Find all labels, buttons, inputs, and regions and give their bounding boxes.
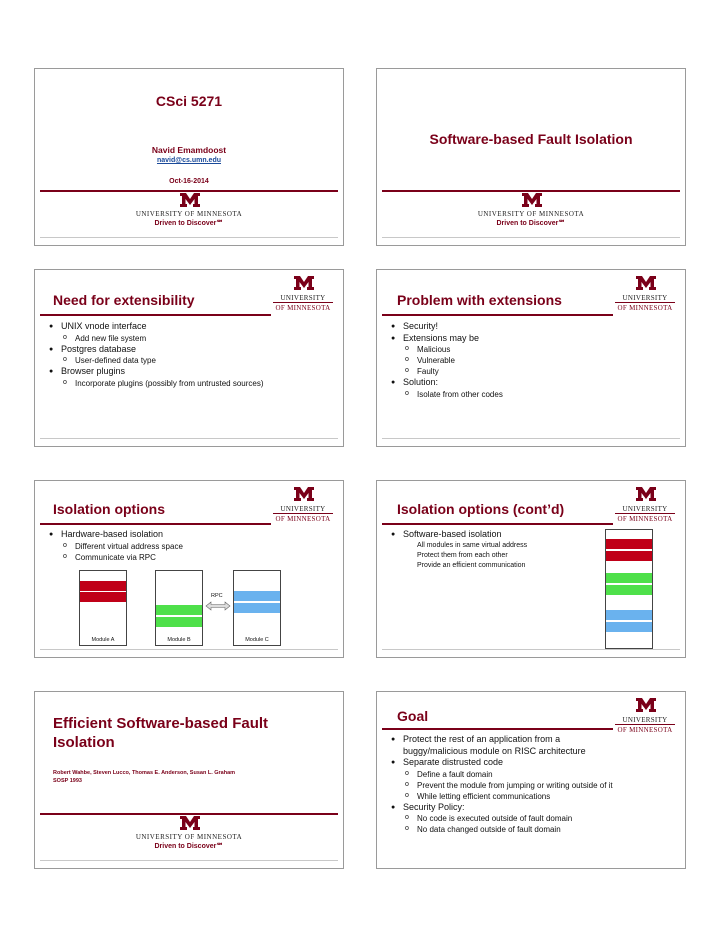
slide-8 (376, 691, 686, 869)
bullet-list (389, 321, 679, 400)
bullet-item: ● Security! (389, 321, 679, 333)
sub-bullet-item: o Vulnerable (389, 355, 679, 366)
slide-6 (376, 480, 686, 658)
slide-title: Problem with extensions (397, 292, 562, 308)
module-label: Module C (245, 637, 269, 643)
university-wordmark: UNIVERSITY OF MINNESOTA Driven to Discover℠ (135, 210, 243, 227)
module-b-box (155, 570, 203, 646)
university-m-icon (179, 193, 201, 207)
sub-bullet-item: o Define a fault domain (389, 769, 621, 780)
memory-region (156, 605, 202, 615)
bullet-item: ● Postgres database (47, 344, 337, 356)
university-corner-logo: UNIVERSITY OF MINNESOTA (615, 294, 675, 312)
slide-7 (34, 691, 344, 869)
university-corner-logo: UNIVERSITY OF MINNESOTA (273, 505, 333, 523)
slide-title: CSci 5271 (155, 93, 223, 109)
footer-line (382, 649, 680, 650)
university-m-icon (521, 193, 543, 207)
text-line: All modules in same virtual address (417, 541, 528, 549)
presentation-date: Oct-16-2014 (169, 178, 209, 185)
university-m-icon (635, 698, 657, 712)
module-a-box (79, 570, 127, 646)
author-name: Navid Emamdoost (151, 145, 227, 155)
university-wordmark: UNIVERSITY OF MINNESOTA Driven to Discover℠ (477, 210, 585, 227)
rpc-arrow-icon (205, 601, 231, 611)
memory-region (80, 592, 126, 602)
slide-title: Isolation options (cont’d) (397, 501, 565, 517)
memory-region (234, 603, 280, 613)
shared-address-space-box (605, 529, 653, 649)
memory-region (156, 617, 202, 627)
module-label: Module A (91, 637, 115, 643)
slide-5 (34, 480, 344, 658)
bullet-list (389, 529, 599, 571)
module-label: Module B (167, 637, 191, 643)
sub-bullet-item: o Malicious (389, 344, 679, 355)
bullet-item: ● Hardware-based isolation (47, 529, 287, 541)
divider (382, 190, 680, 192)
university-wordmark: UNIVERSITY OF MINNESOTA Driven to Discover℠ (135, 833, 243, 850)
divider (40, 190, 338, 192)
university-m-icon (635, 487, 657, 501)
bullet-item: ● Browser plugins (47, 366, 337, 378)
sub-bullet-item: o While letting efficient communications (389, 791, 621, 802)
bullet-item: ● Extensions may be (389, 333, 679, 345)
title-divider (382, 523, 613, 525)
bullet-item: ● UNIX vnode interface (47, 321, 337, 333)
university-m-icon (293, 487, 315, 501)
memory-region (234, 591, 280, 601)
slide-4 (376, 269, 686, 447)
slide-3 (34, 269, 344, 447)
paper-authors: Robert Wahbe, Steven Lucco, Thomas E. Anderson, Susan L. Graham (53, 770, 236, 776)
bullet-list (47, 529, 287, 563)
sub-bullet-item: o Isolate from other codes (389, 389, 679, 400)
slide-1 (34, 68, 344, 246)
sub-bullet-item: o No data changed outside of fault domain (389, 824, 621, 835)
title-divider (382, 728, 613, 730)
title-divider (40, 523, 271, 525)
rpc-label: RPC (211, 593, 223, 599)
university-m-icon (635, 276, 657, 290)
sub-bullet-item: o No code is executed outside of fault domain (389, 813, 621, 824)
bullet-list (47, 321, 337, 389)
sub-bullet-item: o Add new file system (47, 333, 337, 344)
slide-title: Goal (397, 708, 429, 724)
module-c-box (233, 570, 281, 646)
text-line: Provide an efficient communication (417, 561, 526, 569)
sub-bullet-item: o Prevent the module from jumping or writing outside of it (389, 780, 621, 791)
bullet-item: ● Protect the rest of an application from a buggy/malicious module on RISC architecture (389, 734, 621, 757)
university-corner-logo: UNIVERSITY OF MINNESOTA (615, 505, 675, 523)
sub-bullet-item: o Communicate via RPC (47, 552, 287, 563)
title-divider (40, 314, 271, 316)
bullet-item: ● Software-based isolation (389, 529, 599, 541)
footer-line (40, 649, 338, 650)
bullet-list (389, 734, 621, 835)
footer-line (382, 438, 680, 439)
author-email[interactable]: navid@cs.umn.edu (156, 157, 221, 164)
sub-bullet-item: o Different virtual address space (47, 541, 287, 552)
memory-region (606, 585, 652, 595)
memory-region (606, 539, 652, 549)
slide-title: Isolation options (53, 501, 165, 517)
slide-title: Software-based Fault Isolation (429, 131, 633, 147)
slide-title: Need for extensibility (53, 292, 195, 308)
text-line: Protect them from each other (417, 551, 508, 559)
divider (40, 813, 338, 815)
memory-region (606, 551, 652, 561)
footer-line (40, 237, 338, 238)
bullet-item: ● Security Policy: (389, 802, 621, 814)
university-m-icon (293, 276, 315, 290)
university-corner-logo: UNIVERSITY OF MINNESOTA (615, 716, 675, 734)
sub-bullet-item: o Faulty (389, 366, 679, 377)
memory-region (606, 622, 652, 632)
slide-2 (376, 68, 686, 246)
slide-title: Efficient Software-based Fault Isolation (53, 715, 269, 751)
footer-line (40, 438, 338, 439)
bullet-item: ● Solution: (389, 377, 679, 389)
memory-region (606, 573, 652, 583)
bullet-item: ● Separate distrusted code (389, 757, 621, 769)
footer-line (40, 860, 338, 861)
footer-line (382, 237, 680, 238)
university-m-icon (179, 816, 201, 830)
memory-region (80, 581, 126, 591)
sub-bullet-item: o Incorporate plugins (possibly from untrusted sources) (47, 378, 337, 389)
sub-bullet-item: o User-defined data type (47, 355, 337, 366)
memory-region (606, 610, 652, 620)
paper-venue: SOSP 1993 (53, 778, 82, 784)
title-divider (382, 314, 613, 316)
university-corner-logo: UNIVERSITY OF MINNESOTA (273, 294, 333, 312)
